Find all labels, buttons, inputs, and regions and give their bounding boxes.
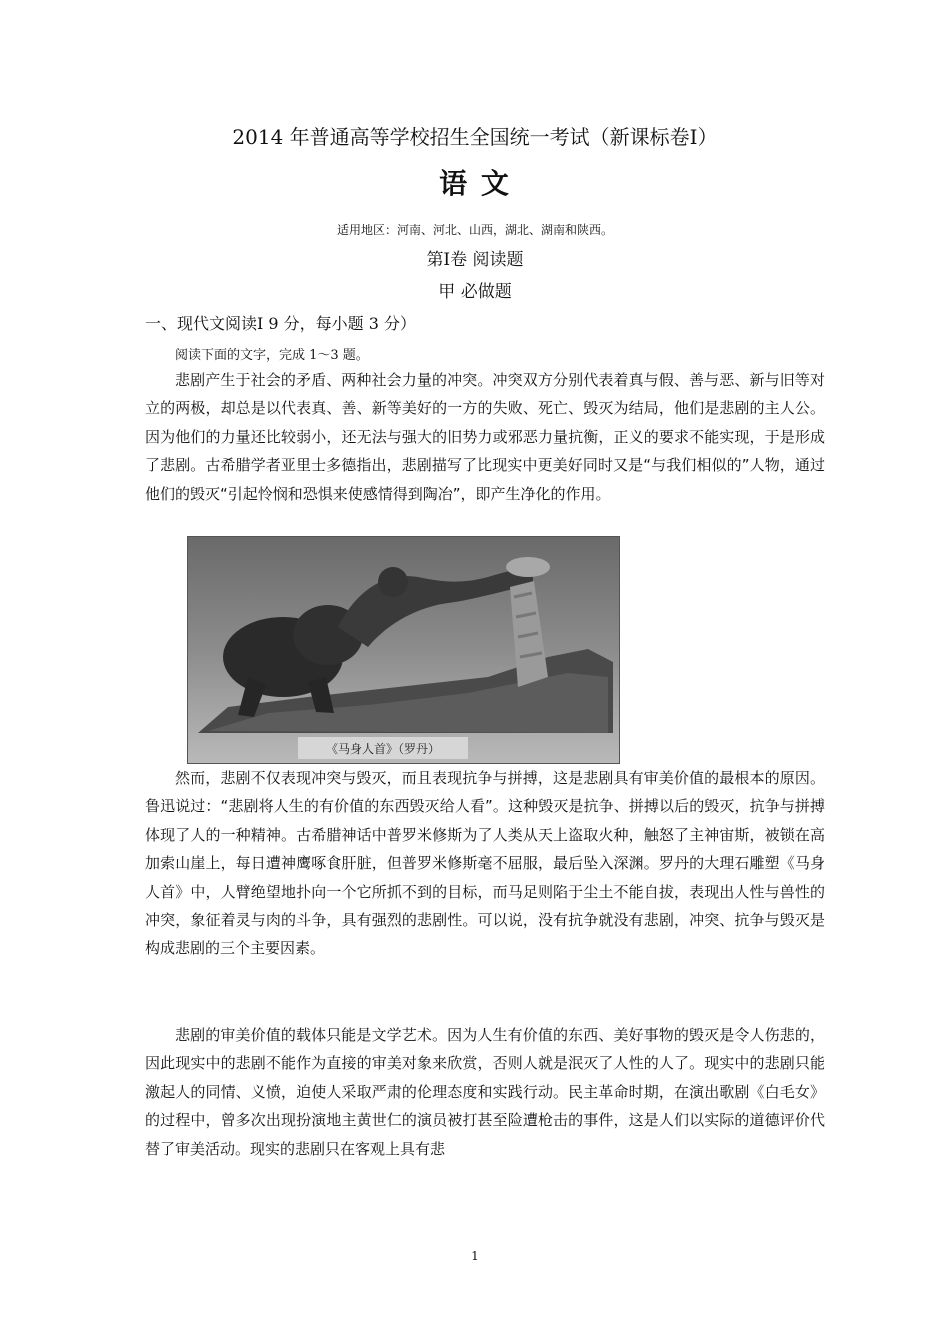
sculpture-photo xyxy=(187,536,620,764)
applicable-regions: 适用地区：河南、河北、山西，湖北、湖南和陕西。 xyxy=(336,223,613,237)
section-heading: 一、现代文阅读Ⅰ 9 分，每小题 3 分） xyxy=(145,314,417,333)
sculpture-illustration xyxy=(188,537,619,763)
part-heading: 第Ⅰ卷 阅读题 xyxy=(426,250,524,270)
paragraph-1: 悲剧产生于社会的矛盾、两种社会力量的冲突。冲突双方分别代表着真与假、善与恶、新与旧等对立的两极，却总是以代表真、善、新等美好的一方的失败、死亡、毁灭为结局，他们是悲剧的主人公。因为他们的力量还比较弱小，还无法与强大的旧势力或邪恶力量抗衡，正义的要求不能实现，于是形成了悲剧。古希腊学者亚里士多德指出，悲剧描写了比现实中更美好同时又是“与我们相似的”人物，通过他们的毁灭“引起怜悯和恐惧来使感情得到陶冶”，即产生净化的作用。 xyxy=(145,371,825,503)
paragraph-2: 然而，悲剧不仅表现冲突与毁灭，而且表现抗争与拼搏，这是悲剧具有审美价值的最根本的原因。鲁迅说过：“悲剧将人生的有价值的东西毁灭给人看”。这种毁灭是抗争、拼搏以后的毁灭，抗争与拼搏体现了人的一种精神。古希腊神话中普罗米修斯为了人类从天上盗取火种，触怒了主神宙斯，被锁在高加索山崖上，每日遭神鹰啄食肝脏，但普罗米修斯毫不屈服，最后坠入深渊。罗丹的大理石雕塑《马身人首》中，人臂绝望地扑向一个它所抓不到的目标，而马足则陷于尘土不能自拔，表现出人性与兽性的冲突，象征着灵与肉的斗争，具有强烈的悲剧性。可以说，没有抗争就没有悲剧，冲突、抗争与毁灭是构成悲剧的三个主要因素。 xyxy=(145,769,825,958)
reading-instruction: 阅读下面的文字，完成 1～3 题。 xyxy=(175,348,369,363)
exam-title: 2014 年普通高等学校招生全国统一考试（新课标卷Ⅰ） xyxy=(232,125,718,149)
required-heading: 甲 必做题 xyxy=(438,282,512,302)
photo-caption: 《马身人首》（罗丹） xyxy=(325,742,441,756)
page-number: 1 xyxy=(471,1249,479,1263)
subject-title: 语 文 xyxy=(439,167,511,200)
paragraph-3: 悲剧的审美价值的载体只能是文学艺术。因为人生有价值的东西、美好事物的毁灭是令人伤悲的，因此现实中的悲剧不能作为直接的审美对象来欣赏，否则人就是泯灭了人性的人了。现实中的悲剧只能激起人的同情、义愤，迫使人采取严肃的伦理态度和实践行动。民主革命时期，在演出歌剧《白毛女》的过程中，曾多次出现扮演地主黄世仁的演员被打甚至险遭枪击的事件，这是人们以实际的道德评价代替了审美活动。现实的悲剧只在客观上具有悲 xyxy=(145,1026,825,1158)
